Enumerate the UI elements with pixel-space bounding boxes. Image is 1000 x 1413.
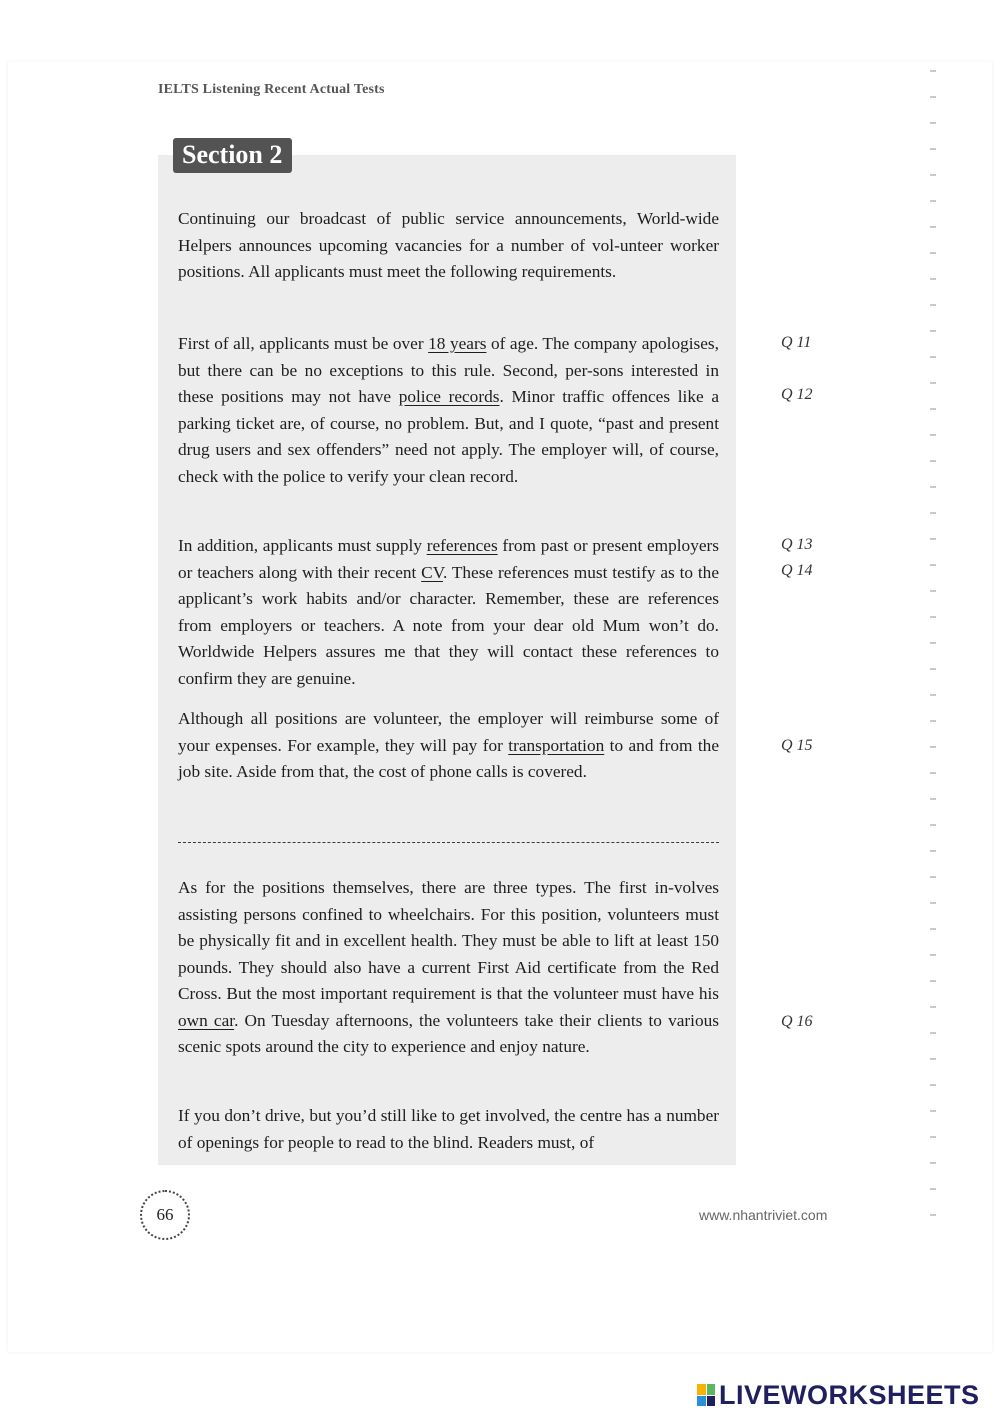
paragraph bbox=[178, 706, 719, 786]
paragraph bbox=[178, 1103, 719, 1156]
liveworksheets-icon bbox=[697, 1384, 715, 1406]
paragraph bbox=[178, 533, 719, 692]
paragraph-text: As for the positions themselves, there are three types. The first in-volves assisting persons confined to wheelchairs. For this position, volunteers must be physically fit and in excellent health. They must be able to lift at least 150 pounds. They should also have a current First Aid certificate from the Red Cross. But the most important requirement is that the volunteer must have his bbox=[178, 878, 719, 1003]
publisher-url: www.nhantriviet.com bbox=[699, 1207, 828, 1223]
paragraph-text: . On Tuesday afternoons, the volunteers take their clients to various scenic spots around the city to experience and enjoy nature. bbox=[178, 1010, 719, 1056]
paragraph-text: to and from the job site. Aside from that, the cost of phone calls is covered. bbox=[178, 735, 719, 781]
paragraph bbox=[178, 206, 719, 286]
page-edge-marks bbox=[930, 70, 936, 1240]
section-title: Section 2 bbox=[173, 138, 292, 173]
answer-keyword: own car bbox=[178, 1010, 235, 1030]
running-head: IELTS Listening Recent Actual Tests bbox=[158, 82, 385, 97]
question-label: Q 13 bbox=[781, 536, 813, 553]
paragraph-text: Continuing our broadcast of public service announcements, World-wide Helpers announces upcoming vacancies for a number of vol-unteer worker positions. All applicants must meet the following requirements. bbox=[178, 209, 719, 281]
paragraph bbox=[178, 331, 719, 490]
paragraph-text: of age. The company apologises, but there can be no exceptions to this rule. Second, per-sons interested in these positions may not have bbox=[178, 334, 719, 406]
paragraph bbox=[178, 875, 719, 1061]
paragraph-text: First of all, applicants must be over bbox=[178, 334, 429, 353]
answer-keyword: CV bbox=[421, 562, 443, 582]
answer-keyword: police records bbox=[398, 387, 500, 406]
answer-keyword: references bbox=[426, 536, 498, 555]
paragraph-text: from past or present employers or teachers along with their recent bbox=[178, 536, 719, 582]
question-label: Q 15 bbox=[781, 737, 813, 754]
paragraph-text: . These references must testify as to the applicant’s work habits and/or character. Remember, these are references from employers or teachers. A note from your dear old Mum won’t do. Worldwide Helpers assures me that they will contact these references to confirm they are genuine. bbox=[178, 562, 719, 688]
question-label: Q 11 bbox=[781, 334, 812, 351]
paragraph-text: In addition, applicants must supply bbox=[178, 536, 427, 555]
liveworksheets-wordmark: LIVEWORKSHEETS bbox=[719, 1379, 980, 1410]
question-label: Q 14 bbox=[781, 562, 813, 579]
question-label: Q 16 bbox=[781, 1013, 813, 1030]
paragraph-text: If you don’t drive, but you’d still like to get involved, the centre has a number of openings for people to read to the blind. Readers must, of bbox=[178, 1106, 719, 1152]
paragraph-text: . Minor traffic offences like a parking ticket are, of course, no problem. But, and I quote, “past and present drug users and sex offenders” need not apply. The employer will, of course, check with the police to verify your clean record. bbox=[178, 387, 719, 486]
page-number: 66 bbox=[140, 1190, 190, 1240]
question-label: Q 12 bbox=[781, 386, 813, 403]
answer-keyword: 18 years bbox=[428, 334, 487, 353]
paragraph-text: Although all positions are volunteer, the employer will reimburse some of your expenses. For example, they will pay for bbox=[178, 709, 719, 755]
dashed-divider bbox=[178, 842, 719, 843]
liveworksheets-logo[interactable] bbox=[697, 1378, 980, 1412]
answer-keyword: transportation bbox=[508, 735, 605, 755]
